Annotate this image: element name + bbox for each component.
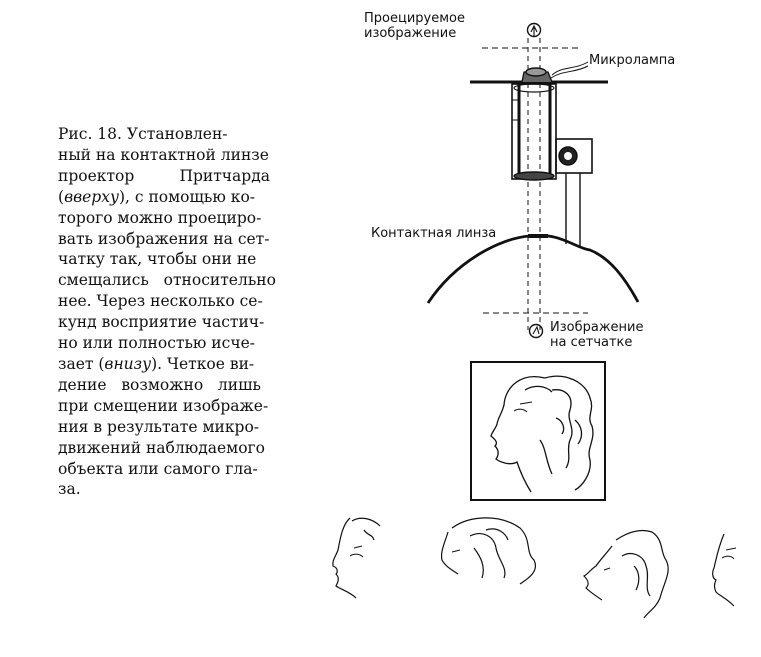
- caption-text: ). Четкое ви-: [151, 354, 255, 373]
- face-fragment-2: [442, 518, 536, 584]
- caption-line: кунд восприятие частич-: [58, 313, 265, 332]
- caption-text: Притчарда: [179, 166, 270, 185]
- label-line: Проецируемое: [364, 11, 465, 26]
- projected-image-marker: [528, 24, 541, 37]
- woman-profile-portrait: [491, 376, 593, 492]
- contact-lens-label: Контактная линза: [371, 226, 497, 241]
- caption-text: зает (: [58, 354, 105, 373]
- portrait-frame: [471, 362, 605, 500]
- contact-lens: [428, 235, 638, 303]
- caption-line: вать изображения на сет-: [58, 229, 270, 248]
- microlamp: [522, 62, 588, 82]
- caption-line: нее. Через несколько се-: [58, 292, 263, 311]
- retina-image-label: [550, 320, 643, 350]
- caption-line: Рис. 18. Установлен-: [58, 125, 228, 143]
- caption-text: ), с помощью ко-: [118, 187, 256, 206]
- projected-image-label: [364, 11, 465, 41]
- caption-text: ный на контактной линзе: [58, 145, 269, 164]
- fading-sequence: [333, 518, 736, 618]
- caption-line: но или полностью исче-: [58, 334, 255, 353]
- caption-text: (: [58, 187, 65, 206]
- caption-line: чатку так, чтобы они не: [58, 250, 257, 269]
- label-line: на сетчатке: [550, 335, 633, 350]
- caption-line: дение возможно лишь: [58, 375, 261, 394]
- face-fragment-3: [584, 530, 668, 618]
- caption-line: за.: [58, 480, 81, 499]
- face-fragment-1: [333, 518, 380, 598]
- caption-line: при смещении изображе-: [58, 396, 269, 415]
- caption-line: движений наблюдаемого: [58, 438, 265, 457]
- caption-line: смещались относительно: [58, 271, 276, 290]
- caption-italic-text: внизу: [104, 354, 152, 373]
- projector-tube: [512, 84, 556, 180]
- caption-line: ния в результате микро-: [58, 417, 260, 436]
- caption-line: объекта или самого гла-: [58, 459, 258, 478]
- caption-text: проектор: [58, 166, 135, 185]
- label-line: изображение: [364, 26, 457, 41]
- caption-line: торого можно проециро-: [58, 208, 262, 227]
- caption-italic-text: вверху: [64, 187, 119, 206]
- face-fragment-4: [713, 534, 736, 606]
- microlamp-label: Микролампа: [589, 53, 676, 68]
- side-housing: [556, 139, 592, 246]
- label-line: Изображение: [550, 320, 644, 335]
- retina-image-marker: [530, 325, 543, 338]
